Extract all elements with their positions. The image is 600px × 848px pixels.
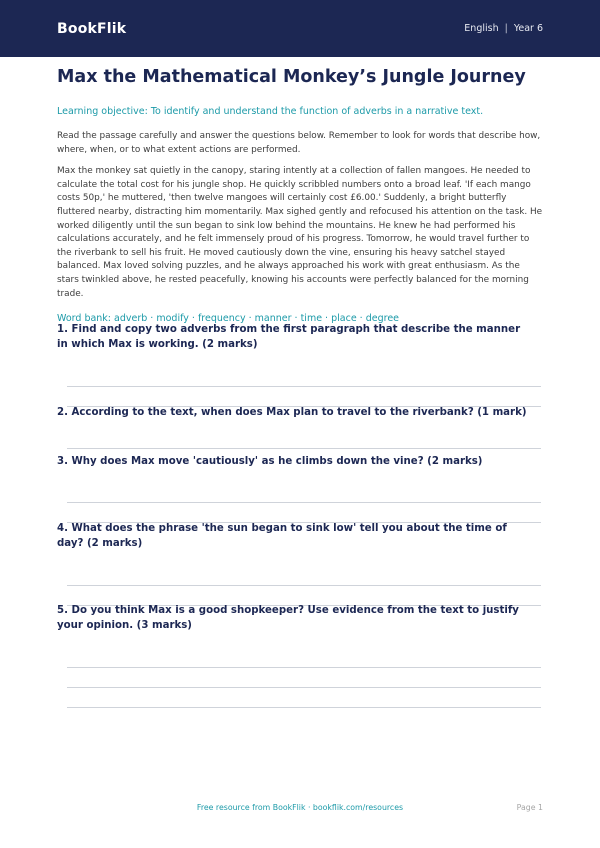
subject-label: English (464, 23, 499, 34)
answer-line[interactable] (67, 667, 541, 668)
page-title: Max the Mathematical Monkey’s Jungle Journey (57, 67, 526, 87)
questions-section (57, 0, 543, 848)
question-4: 4. What does the phrase 'the sun began to sink low' tell you about the time of day? (2 marks) (57, 523, 507, 549)
answer-line[interactable] (67, 502, 541, 503)
answer-line[interactable] (67, 707, 541, 708)
answer-line[interactable] (67, 687, 541, 688)
answer-line[interactable] (67, 448, 541, 449)
page-number: Page 1 (516, 803, 543, 812)
question-3: 3. Why does Max move 'cautiously' as he climbs down the vine? (2 marks) (57, 456, 483, 467)
answer-line[interactable] (67, 585, 541, 586)
meta-separator: | (504, 23, 508, 34)
answer-line[interactable] (67, 386, 541, 387)
footer-link[interactable]: Free resource from BookFlik · bookflik.com/resources (196, 803, 404, 812)
instructions: Read the passage carefully and answer the questions below. Remember to look for words that describe how, where, when, or to what extent actions are performed. (57, 131, 541, 155)
question-1: 1. Find and copy two adverbs from the first paragraph that describe the manner in which Max is working. (2 marks) (57, 324, 521, 350)
learning-objective: Learning objective: To identify and understand the function of adverbs in a narrative text. (57, 106, 484, 117)
question-5: 5. Do you think Max is a good shopkeeper? Use evidence from the text to justify your opinion. (3 marks) (57, 605, 519, 631)
question-2: 2. According to the text, when does Max plan to travel to the riverbank? (1 mark) (57, 407, 527, 418)
word-bank: Word bank: adverb · modify · frequency · manner · time · place · degree (57, 313, 400, 325)
brand-logo[interactable]: BookFlik (57, 20, 127, 37)
reading-passage: Max the monkey sat quietly in the canopy, staring intently at a collection of fallen mangoes. He needed to calculate the total cost for his jungle shop. He quickly scribbled numbers onto a broad leaf. 'If each mango costs 50p,' he muttered, 'then twelve mangoes will certainly cost £6.00.' Suddenly, a bright butterfly fluttered nearby, distracting him momentarily. Max sighed gently and refocused his attention on the task. He worked diligently until the sun began to sink low behind the mountains. He knew he had performed his calculations accurately, and he felt immensely proud of his progress. Tomorrow, he would travel further to the riverbank to sell his fruit. He moved cautiously down the vine, ensuring his heavy satchel stayed balanced. Max loved solving puzzles, and he always approached his work with great enthusiasm. As the stars twinkled above, he rested peacefully, knowing his accounts were perfectly balanced for the morning trade. (57, 166, 543, 299)
year-label: Year 6 (513, 23, 543, 34)
